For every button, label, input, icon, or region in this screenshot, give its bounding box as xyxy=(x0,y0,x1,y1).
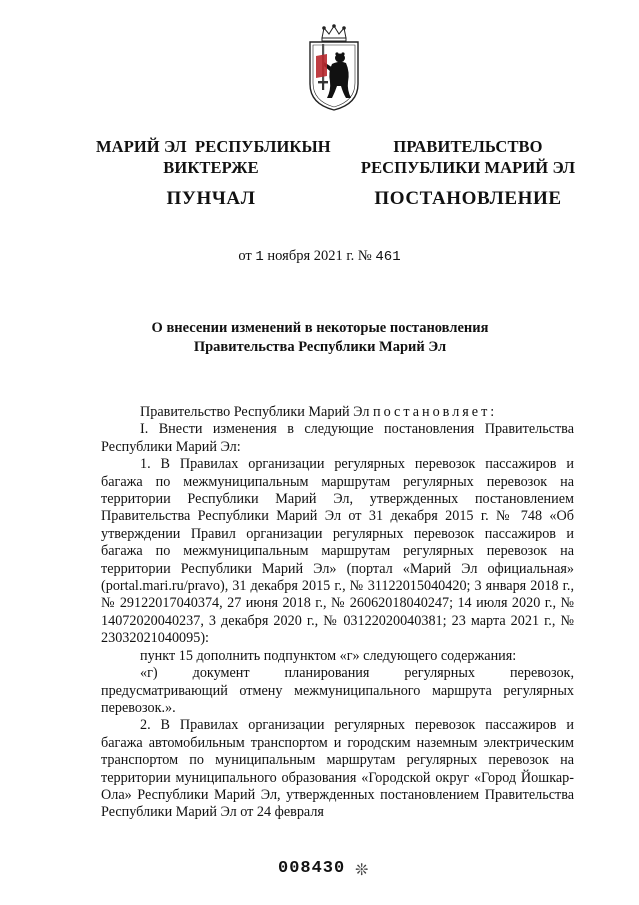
date-day: 1 xyxy=(255,249,264,265)
document-title xyxy=(100,319,540,357)
header-mari-doctype: ПУНЧАЛ xyxy=(166,188,256,209)
star-ornament-icon: ❊ xyxy=(355,862,369,879)
serial-number: 008430 xyxy=(278,859,346,878)
document-body xyxy=(101,404,574,822)
paragraph-preamble xyxy=(101,404,574,421)
paragraph-point-15: пункт 15 дополнить подпунктом «г» следующего содержания: xyxy=(140,647,517,664)
header-mari-line1: МАРИЙ ЭЛ РЕСПУБЛИКЫН xyxy=(96,137,331,156)
title-line1: О внесении изменений в некоторые постановления xyxy=(151,320,489,336)
coat-of-arms-icon xyxy=(294,24,374,112)
header-russian xyxy=(352,136,584,209)
document-number: 461 xyxy=(375,249,401,265)
paragraph-item-1: 1. В Правилах организации регулярных перевозок пассажиров и багажа по межмуниципальным маршрутам регулярных перевозок на территории Республики Марий Эл, утвержденных постановлением Правительства Республики Марий Эл от 31 декабря 2015 г. № 748 «Об утверждении Правил организации регулярных перевозок пассажиров и багажа по межмуниципальным маршрутам регулярных перевозок на территории Республики Марий Эл» (портал «Марий Эл официальная» (portal.mari.ru/pravo), 31 декабря 2015 г., № 31122015040420; 3 января 2018 г., № 29122017040374, 27 июня 2018 г., № 26062018040247; 14 июля 2020 г., № 14072020040237, 3 декабря 2020 г., № 03122020040381; 23 марта 2021 г., № 23032021040095): xyxy=(101,456,574,647)
preamble-verb: постановляет: xyxy=(372,404,498,420)
header-russian-doctype: ПОСТАНОВЛЕНИЕ xyxy=(374,188,562,209)
preamble-subject: Правительство Республики Марий Эл xyxy=(140,404,370,420)
date-month-year: ноября 2021 г. № xyxy=(267,248,372,264)
paragraph-section-1: I. Внести изменения в следующие постановления Правительства Республики Марий Эл: xyxy=(101,421,574,455)
paragraph-item-2: 2. В Правилах организации регулярных перевозок пассажиров и багажа автомобильным транспортом и городским наземным электрическим транспортом по муниципальным маршрутам регулярных перевозок на территории муниципального образования «Городской округ «Город Йошкар-Ола» Республики Марий Эл, утвержденных постановлением Правительства Республики Марий Эл от 24 февраля xyxy=(101,717,574,821)
title-line2: Правительства Республики Марий Эл xyxy=(193,339,447,355)
crown-icon xyxy=(322,25,346,41)
header-mari-line2: ВИКТЕРЖЕ xyxy=(163,158,259,177)
date-prefix: от xyxy=(238,248,252,264)
header-russian-line2: РЕСПУБЛИКИ МАРИЙ ЭЛ xyxy=(360,158,576,177)
header-russian-line1: ПРАВИТЕЛЬСТВО xyxy=(393,137,543,156)
paragraph-subpoint-g: «г) документ планирования регулярных перевозок, предусматривающий отмену межмуниципального маршрута регулярных перевозок.». xyxy=(101,665,574,716)
header-mari xyxy=(96,136,331,209)
document-date xyxy=(0,248,639,265)
